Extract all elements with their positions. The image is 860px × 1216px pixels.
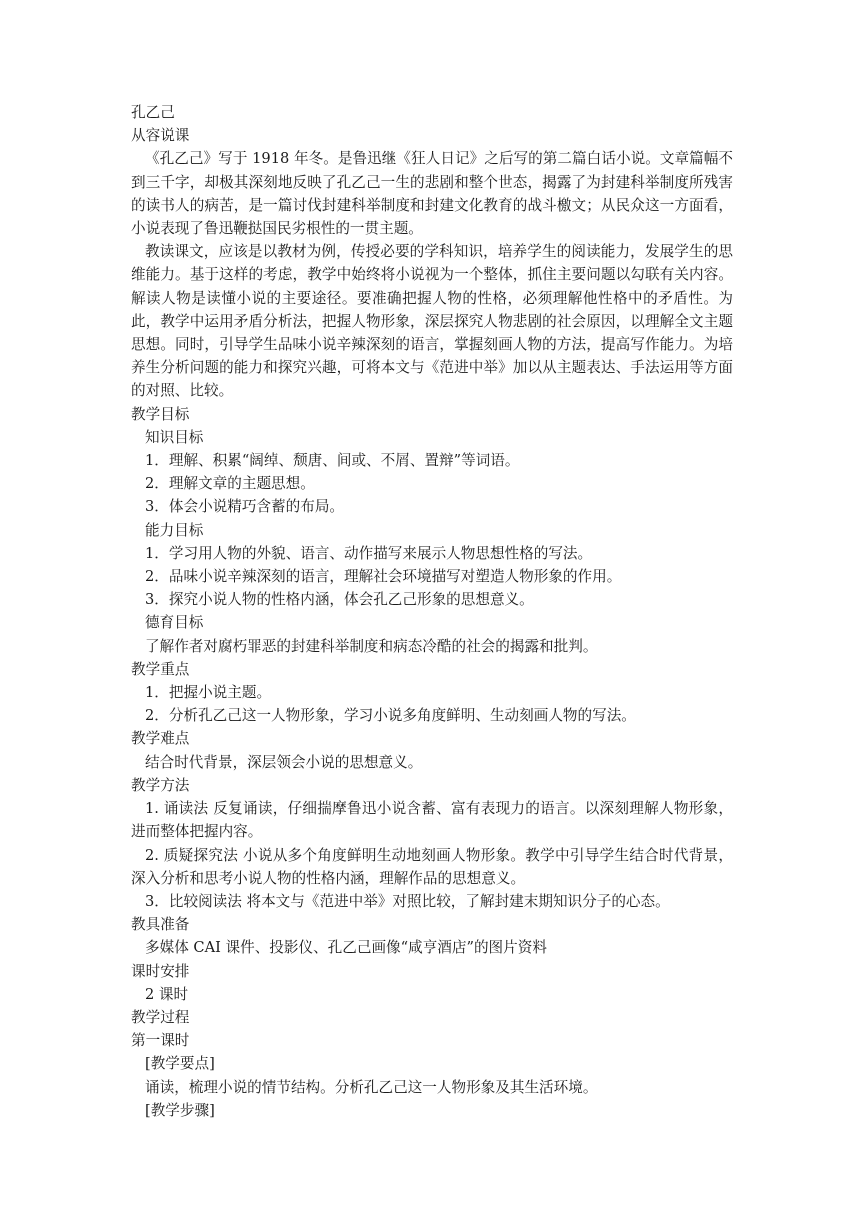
subheading-moral: 德育目标 bbox=[145, 614, 204, 632]
section-heading-difficulty: 教学难点 bbox=[131, 730, 190, 748]
intro-paragraph-2: 教读课文，应该是以教材为例，传授必要的学科知识，培养学生的阅读能力，发展学生的思维能力。基于这样的考虑，教学中始终将小说视为一个整体，抓住主要问题以勾联有关内容。解读人物是读懂小说的主要途径。要准确把握人物的性格，必须理解他性格中的矛盾性。为此，教学中运用矛盾分析法，把握人物形象，深层探究人物悲剧的社会原因，以理解全文主题思想。同时，引导学生品味小说辛辣深刻的语言，掌握刻画人物的方法，提高写作能力。为培养生分析问题的能力和探究兴趣，可将本文与《范进中举》加以从主题表达、手法运用等方面的对照、比较。 bbox=[131, 243, 733, 400]
moral-text: 了解作者对腐朽罪恶的封建科举制度和病态冷酷的社会的揭露和批判。 bbox=[145, 637, 598, 655]
section-heading-key-points: 教学重点 bbox=[131, 660, 190, 678]
section-heading-tools: 教具准备 bbox=[131, 916, 190, 934]
list-item: 3．体会小说精巧含蓄的布局。 bbox=[145, 498, 345, 516]
list-item: 1．理解、积累“阔绰、颓唐、间或、不屑、置辩”等词语。 bbox=[145, 452, 520, 470]
teaching-points-text: 诵读，梳理小说的情节结构。分析孔乙己这一人物形象及其生活环境。 bbox=[145, 1078, 598, 1096]
teaching-points-label: [教学要点] bbox=[145, 1055, 215, 1073]
list-item: 1．学习用人物的外貌、语言、动作描写来展示人物思想性格的写法。 bbox=[145, 544, 593, 562]
list-item: 2．分析孔乙己这一人物形象，学习小说多角度鲜明、生动刻画人物的写法。 bbox=[145, 707, 636, 725]
tools-text: 多媒体 CAI 课件、投影仪、孔乙己画像“咸亨酒店”的图片资料 bbox=[145, 939, 547, 957]
difficulty-text: 结合时代背景，深层领会小说的思想意义。 bbox=[145, 753, 423, 771]
section-heading-goals: 教学目标 bbox=[131, 405, 190, 423]
section-heading-intro: 从容说课 bbox=[131, 127, 190, 145]
method-paragraph-2: 2. 质疑探究法 小说从多个角度鲜明生动地刻画人物形象。教学中引导学生结合时代背景，深入分析和思考小说人物的性格内涵，理解作品的思想意义。 bbox=[131, 846, 733, 887]
list-item: 3．探究小说人物的性格内涵，体会孔乙己形象的思想意义。 bbox=[145, 591, 534, 609]
section-heading-methods: 教学方法 bbox=[131, 776, 190, 794]
intro-paragraph-1: 《孔乙己》写于 1918 年冬。是鲁迅继《狂人日记》之后写的第二篇白话小说。文章篇幅不到三千字，却极其深刻地反映了孔乙己一生的悲剧和整个世态，揭露了为封建科举制度所残害的读书人的病苦，是一篇讨伐封建科举制度和封建文化教育的战斗檄文；从民众这一方面看，小说表现了鲁迅鞭挞国民劣根性的一贯主题。 bbox=[131, 150, 733, 238]
subheading-knowledge: 知识目标 bbox=[145, 428, 204, 446]
method-paragraph-3: 3．比较阅读法 将本文与《范进中举》对照比较，了解封建末期知识分子的心态。 bbox=[145, 892, 670, 910]
section-heading-schedule: 课时安排 bbox=[131, 962, 190, 980]
list-item: 1．把握小说主题。 bbox=[145, 684, 272, 702]
document-title: 孔乙己 bbox=[131, 104, 175, 121]
schedule-text: 2 课时 bbox=[145, 985, 189, 1003]
teaching-steps-label: [教学步骤] bbox=[145, 1101, 215, 1119]
list-item: 2．品味小说辛辣深刻的语言，理解社会环境描写对塑造人物形象的作用。 bbox=[145, 568, 622, 586]
section-heading-process: 教学过程 bbox=[131, 1008, 190, 1026]
method-paragraph-1: 1. 诵读法 反复诵读，仔细揣摩鲁迅小说含蓄、富有表现力的语言。以深刻理解人物形象，进而整体把握内容。 bbox=[131, 800, 733, 841]
lesson-1-heading: 第一课时 bbox=[131, 1032, 190, 1050]
subheading-ability: 能力目标 bbox=[145, 521, 204, 539]
list-item: 2．理解文章的主题思想。 bbox=[145, 475, 315, 493]
